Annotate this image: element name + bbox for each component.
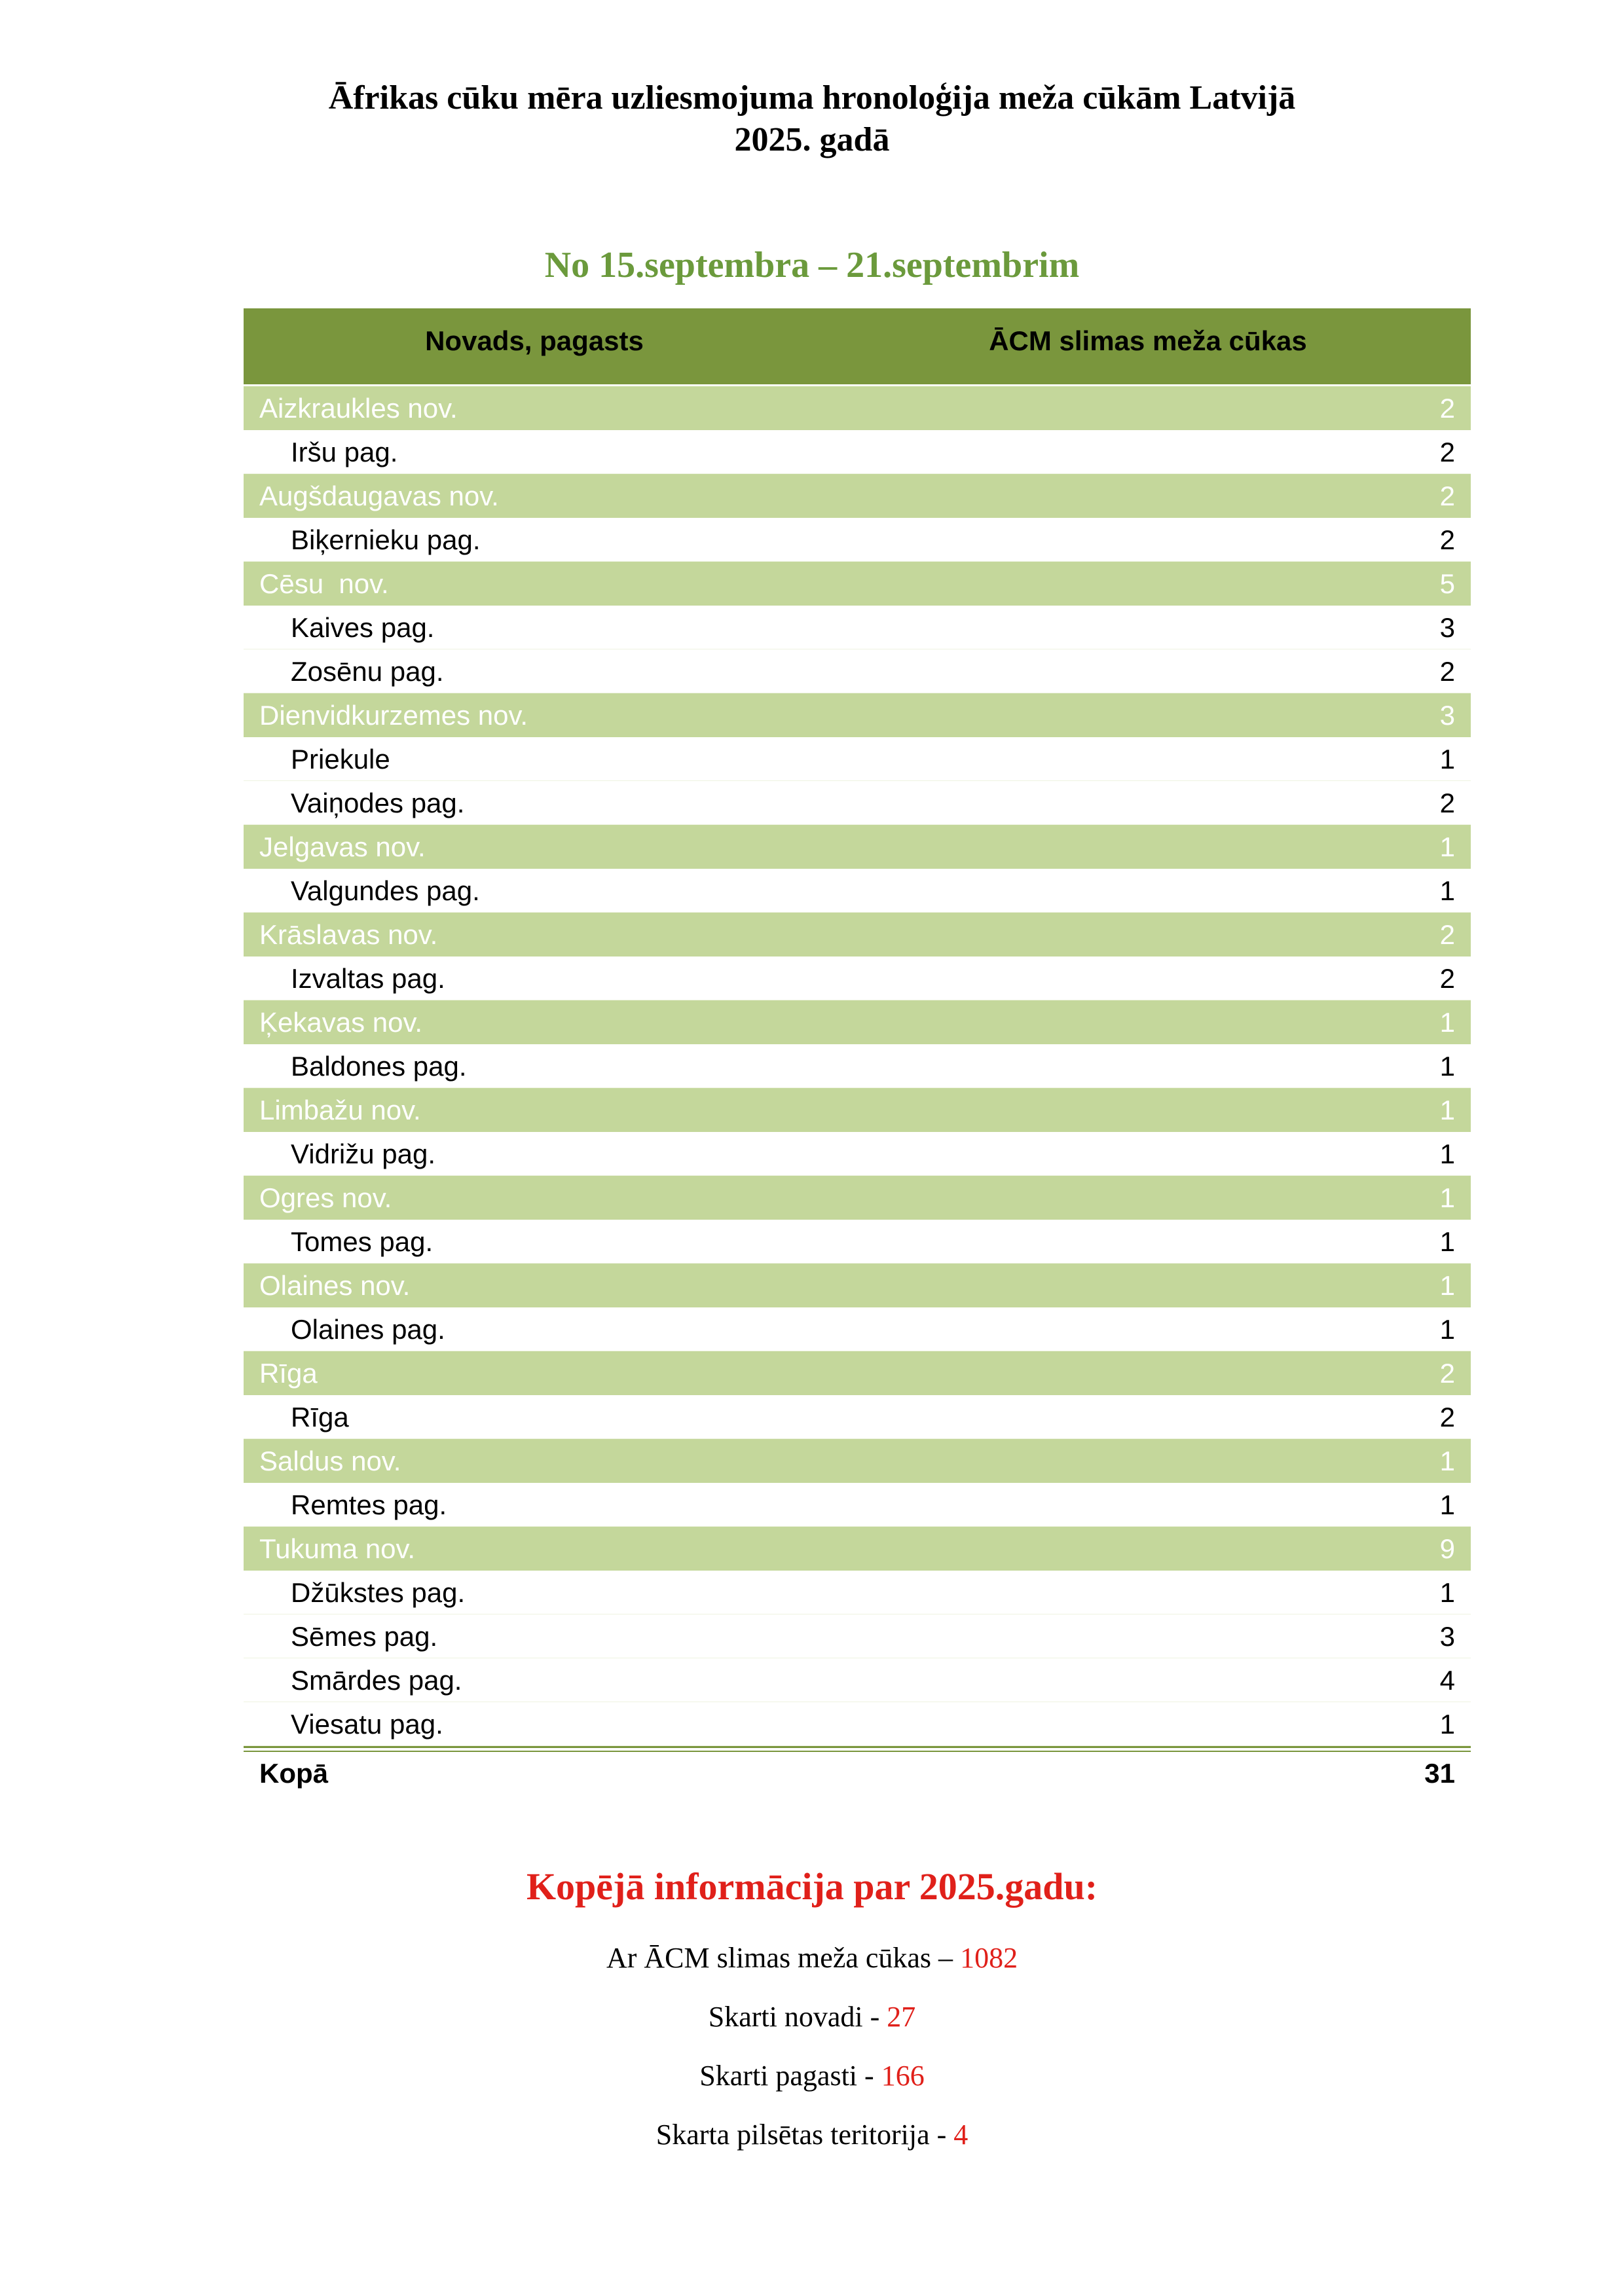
summary-line-pagasti bbox=[0, 2047, 1624, 2105]
total-label: Kopā bbox=[259, 1758, 328, 1789]
row-value: 1 bbox=[1439, 1709, 1455, 1740]
novads-row bbox=[244, 1527, 1471, 1571]
novads-row bbox=[244, 474, 1471, 518]
header-cases: ĀCM slimas meža cūkas bbox=[989, 325, 1307, 356]
row-value: 1 bbox=[1439, 744, 1455, 774]
summary-label: Skarti pagasti - bbox=[699, 2060, 881, 2092]
row-value: 1 bbox=[1439, 1139, 1455, 1169]
row-value: 1 bbox=[1439, 1577, 1455, 1608]
pagasts-row bbox=[244, 430, 1471, 474]
novads-row bbox=[244, 1351, 1471, 1395]
row-value: 1 bbox=[1439, 1314, 1455, 1345]
row-name: Džūkstes pag. bbox=[291, 1577, 466, 1608]
row-name: Remtes pag. bbox=[291, 1489, 447, 1520]
pagasts-row bbox=[244, 1220, 1471, 1264]
summary-value: 27 bbox=[887, 2001, 916, 2033]
row-value: 1 bbox=[1439, 1226, 1455, 1257]
row-value: 2 bbox=[1439, 481, 1455, 511]
novads-row bbox=[244, 1439, 1471, 1483]
pagasts-row bbox=[244, 1658, 1471, 1702]
pagasts-row bbox=[244, 1614, 1471, 1658]
pagasts-row bbox=[244, 1571, 1471, 1614]
row-value: 1 bbox=[1439, 1182, 1455, 1213]
row-value: 5 bbox=[1439, 568, 1455, 599]
row-value: 3 bbox=[1439, 700, 1455, 731]
novads-row bbox=[244, 913, 1471, 957]
row-value: 1 bbox=[1439, 831, 1455, 862]
total-divider bbox=[244, 1746, 1471, 1748]
header-region: Novads, pagasts bbox=[425, 325, 644, 356]
row-name: Iršu pag. bbox=[291, 437, 398, 467]
row-name: Zosēnu pag. bbox=[291, 656, 444, 687]
row-name: Smārdes pag. bbox=[291, 1665, 462, 1696]
novads-row bbox=[244, 1088, 1471, 1132]
title-line-2: 2025. gadā bbox=[734, 121, 890, 158]
cases-table bbox=[244, 308, 1471, 1795]
row-name: Olaines pag. bbox=[291, 1314, 445, 1345]
row-name: Kaives pag. bbox=[291, 612, 435, 643]
row-name: Tukuma nov. bbox=[259, 1533, 416, 1564]
row-name: Krāslavas nov. bbox=[259, 919, 438, 950]
row-name: Augšdaugavas nov. bbox=[259, 481, 499, 511]
row-value: 1 bbox=[1439, 875, 1455, 906]
row-value: 2 bbox=[1439, 1358, 1455, 1389]
pagasts-row bbox=[244, 1307, 1471, 1351]
row-name: Olaines nov. bbox=[259, 1270, 411, 1301]
pagasts-row bbox=[244, 518, 1471, 562]
row-value: 2 bbox=[1439, 437, 1455, 467]
document-title bbox=[0, 77, 1624, 161]
row-name: Valgundes pag. bbox=[291, 875, 480, 906]
row-name: Priekule bbox=[291, 744, 390, 774]
row-name: Cēsu nov. bbox=[259, 568, 389, 599]
novads-row bbox=[244, 1264, 1471, 1307]
row-value: 2 bbox=[1439, 393, 1455, 424]
summary-line-novadi bbox=[0, 1988, 1624, 2047]
row-value: 2 bbox=[1439, 788, 1455, 818]
table-header bbox=[244, 308, 1471, 386]
row-value: 1 bbox=[1439, 1051, 1455, 1082]
pagasts-row bbox=[244, 1044, 1471, 1088]
pagasts-row bbox=[244, 1132, 1471, 1176]
row-name: Tomes pag. bbox=[291, 1226, 434, 1257]
pagasts-row bbox=[244, 737, 1471, 781]
novads-row bbox=[244, 1176, 1471, 1220]
summary-label: Skarti novadi - bbox=[708, 2001, 887, 2033]
total-row bbox=[244, 1752, 1471, 1795]
row-value: 2 bbox=[1439, 919, 1455, 950]
pagasts-row bbox=[244, 606, 1471, 649]
summary-label: Skarta pilsētas teritorija - bbox=[655, 2119, 954, 2151]
summary-value: 4 bbox=[953, 2119, 969, 2151]
row-value: 2 bbox=[1439, 963, 1455, 994]
pagasts-row bbox=[244, 1395, 1471, 1439]
row-name: Rīga bbox=[291, 1402, 349, 1432]
novads-row bbox=[244, 562, 1471, 606]
period-heading: No 15.septembra – 21.septembrim bbox=[544, 245, 1080, 285]
novads-row bbox=[244, 825, 1471, 869]
summary-title: Kopējā informācija par 2025.gadu: bbox=[526, 1865, 1098, 1908]
row-name: Aizkraukles nov. bbox=[259, 393, 458, 424]
row-name: Vidrižu pag. bbox=[291, 1139, 436, 1169]
table-body bbox=[244, 386, 1471, 1746]
row-value: 9 bbox=[1439, 1533, 1455, 1564]
pagasts-row bbox=[244, 957, 1471, 1000]
row-name: Izvaltas pag. bbox=[291, 963, 445, 994]
pagasts-row bbox=[244, 1483, 1471, 1527]
total-value: 31 bbox=[1424, 1758, 1455, 1789]
row-value: 1 bbox=[1439, 1270, 1455, 1301]
row-value: 3 bbox=[1439, 612, 1455, 643]
row-name: Rīga bbox=[259, 1358, 318, 1389]
summary-value: 166 bbox=[881, 2060, 925, 2092]
row-value: 2 bbox=[1439, 1402, 1455, 1432]
row-name: Jelgavas nov. bbox=[259, 831, 426, 862]
row-value: 1 bbox=[1439, 1446, 1455, 1476]
summary-value: 1082 bbox=[960, 1942, 1018, 1974]
row-value: 2 bbox=[1439, 524, 1455, 555]
novads-row bbox=[244, 693, 1471, 737]
row-name: Baldones pag. bbox=[291, 1051, 467, 1082]
row-name: Ogres nov. bbox=[259, 1182, 392, 1213]
row-name: Sēmes pag. bbox=[291, 1621, 438, 1652]
novads-row bbox=[244, 1000, 1471, 1044]
row-value: 4 bbox=[1439, 1665, 1455, 1696]
row-value: 1 bbox=[1439, 1095, 1455, 1125]
row-value: 3 bbox=[1439, 1621, 1455, 1652]
row-value: 1 bbox=[1439, 1489, 1455, 1520]
row-name: Ķekavas nov. bbox=[259, 1007, 423, 1038]
pagasts-row bbox=[244, 869, 1471, 913]
summary-line-city-territory bbox=[0, 2105, 1624, 2164]
row-value: 1 bbox=[1439, 1007, 1455, 1038]
row-name: Viesatu pag. bbox=[291, 1709, 443, 1740]
pagasts-row bbox=[244, 781, 1471, 825]
pagasts-row bbox=[244, 1702, 1471, 1746]
pagasts-row bbox=[244, 649, 1471, 693]
novads-row bbox=[244, 386, 1471, 430]
title-line-1: Āfrikas cūku mēra uzliesmojuma hronoloģija meža cūkām Latvijā bbox=[328, 79, 1296, 117]
row-name: Limbažu nov. bbox=[259, 1095, 421, 1125]
row-name: Dienvidkurzemes nov. bbox=[259, 700, 528, 731]
annual-summary bbox=[0, 1861, 1624, 2164]
row-value: 2 bbox=[1439, 656, 1455, 687]
row-name: Saldus nov. bbox=[259, 1446, 401, 1476]
row-name: Biķernieku pag. bbox=[291, 524, 481, 555]
summary-line-sick-boars bbox=[0, 1929, 1624, 1988]
summary-label: Ar ĀCM slimas meža cūkas – bbox=[606, 1942, 961, 1974]
row-name: Vaiņodes pag. bbox=[291, 788, 465, 818]
